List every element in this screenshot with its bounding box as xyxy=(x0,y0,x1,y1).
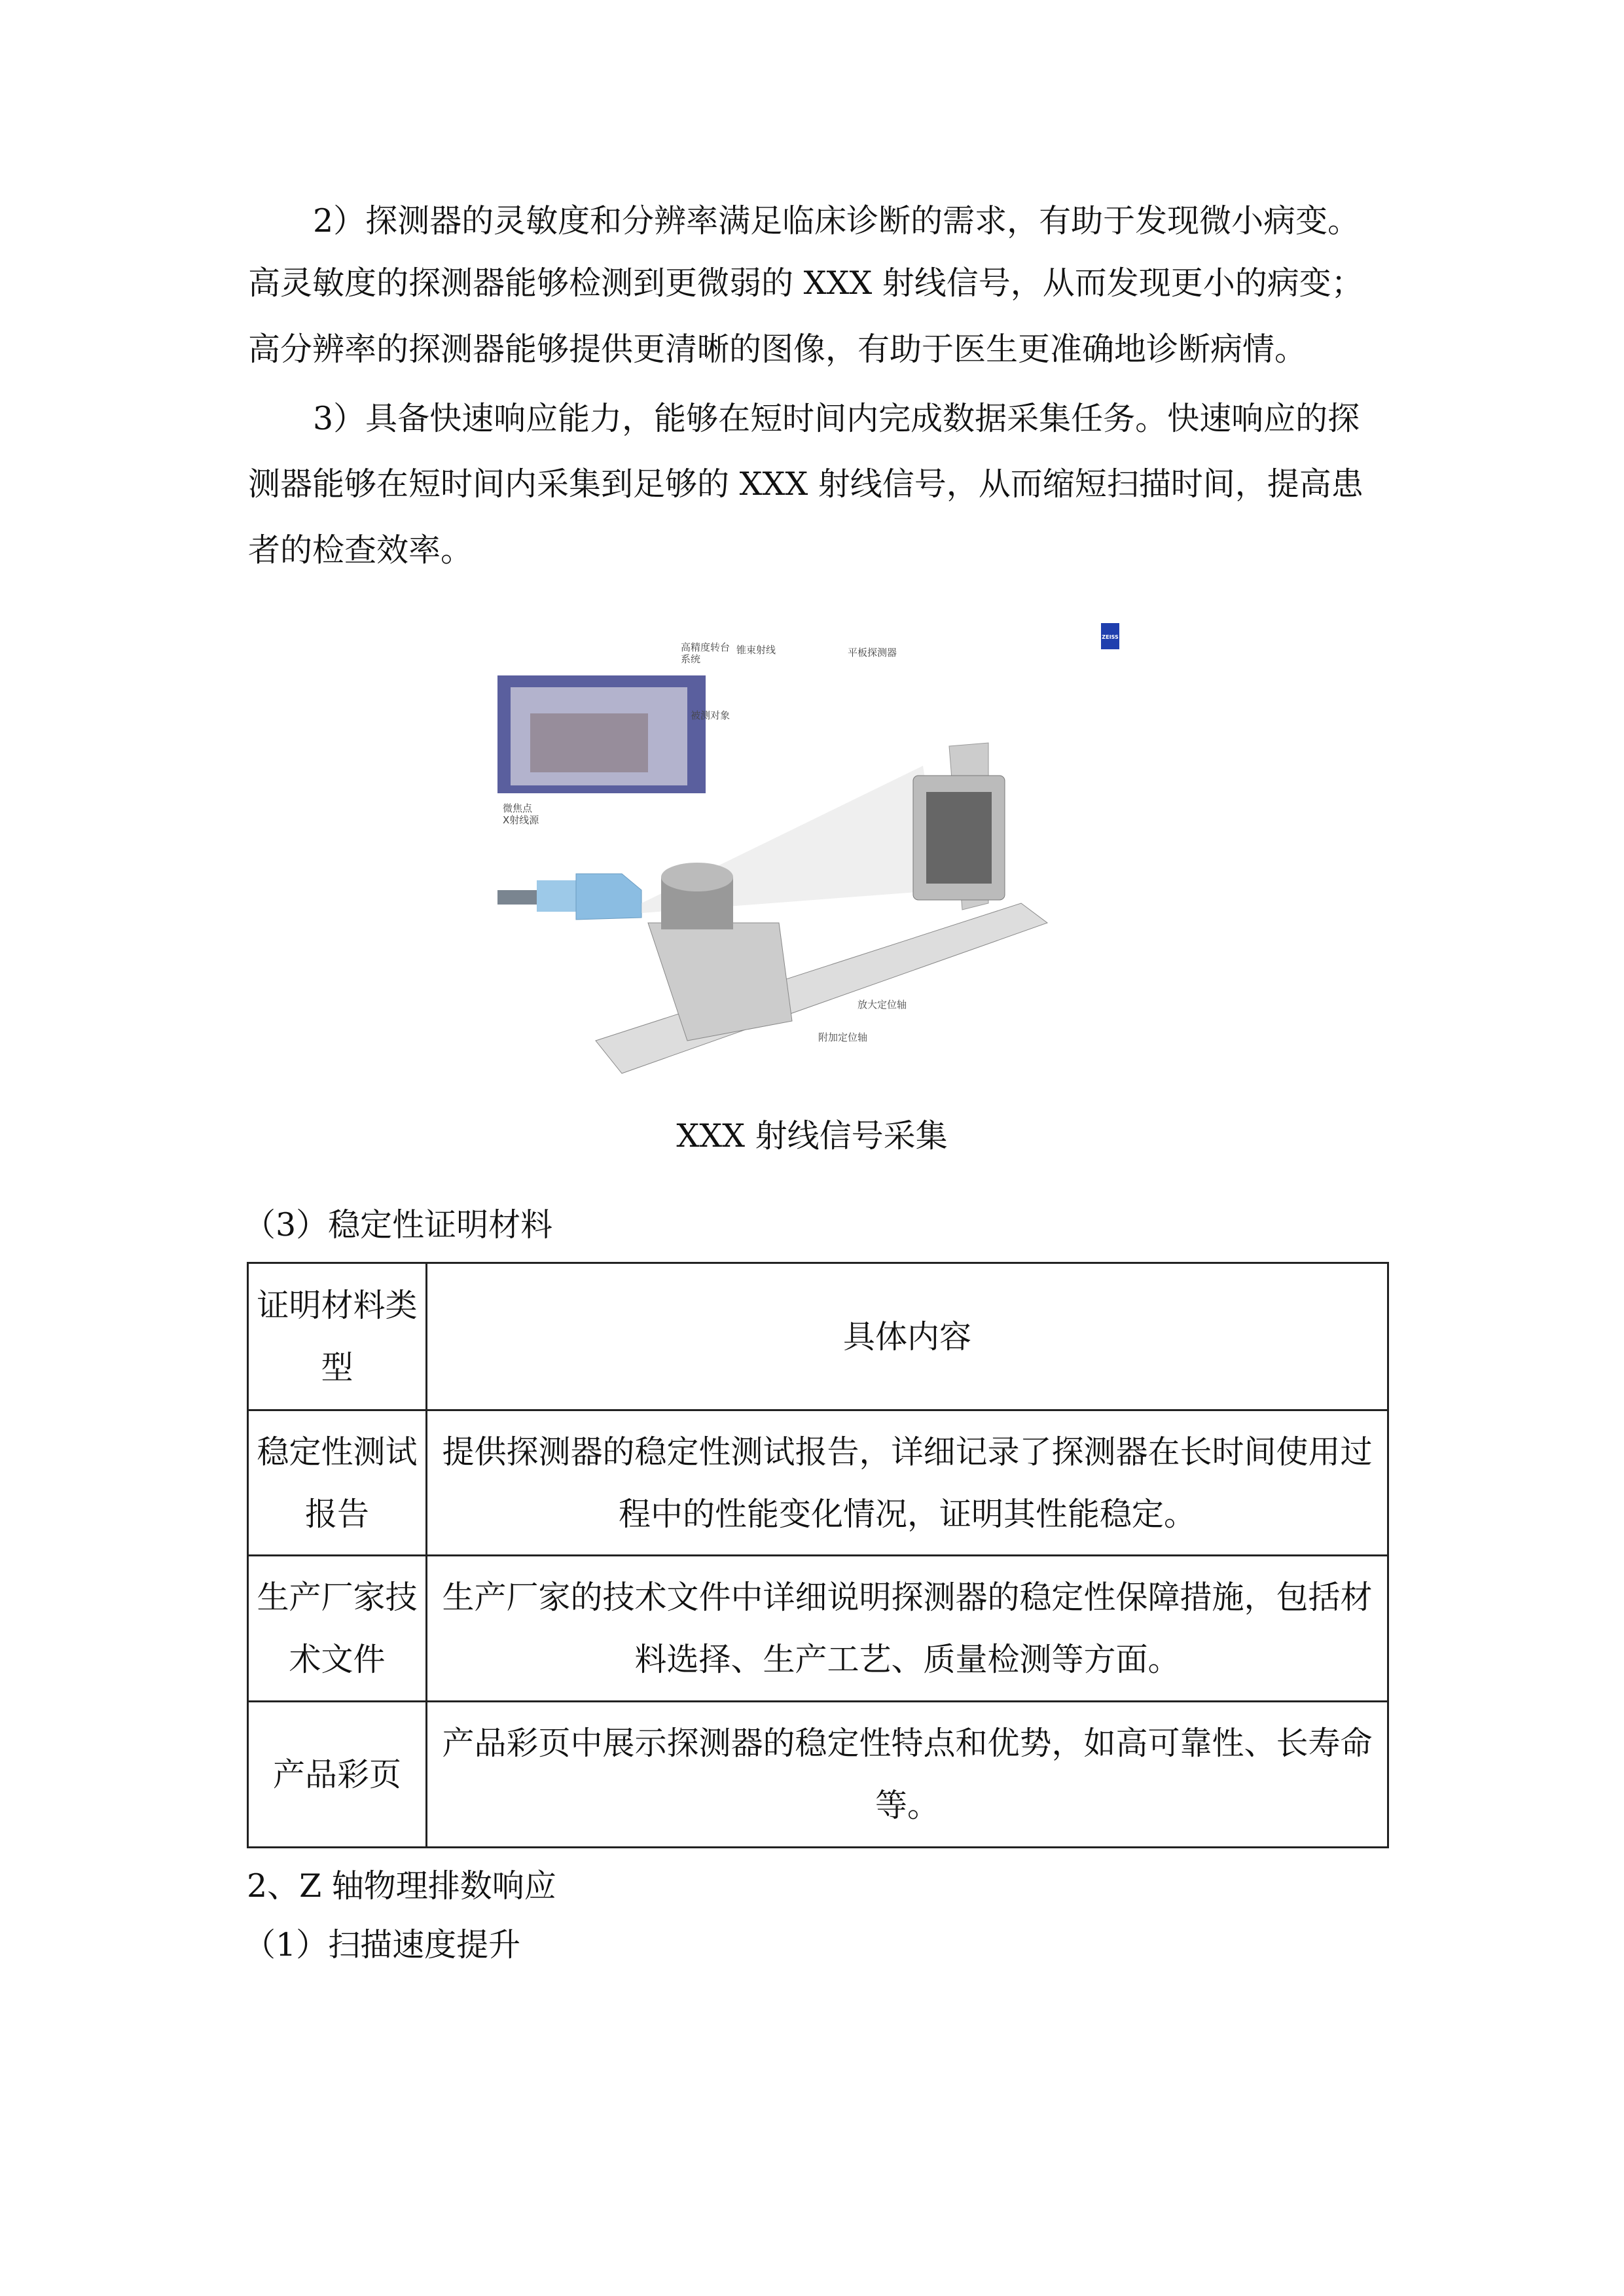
svg-text:高精度转台: 高精度转台 xyxy=(681,641,731,653)
xray-source xyxy=(497,874,641,920)
turntable xyxy=(661,863,733,929)
enclosure-photo xyxy=(497,675,706,793)
header-cell: 证明材料类型 xyxy=(248,1263,427,1410)
svg-text:平板探测器: 平板探测器 xyxy=(848,647,897,658)
text-line: 2）探测器的灵敏度和分辨率满足临床诊断的需求，有助于发现微小病变。 xyxy=(313,202,1360,240)
svg-text:系统: 系统 xyxy=(681,653,701,665)
zeiss-logo xyxy=(1101,623,1119,649)
svg-text:放大定位轴: 放大定位轴 xyxy=(857,999,907,1011)
flat-panel-detector xyxy=(913,743,1005,910)
header-cell: 具体内容 xyxy=(427,1263,1388,1410)
svg-text:被测对象: 被测对象 xyxy=(691,709,731,721)
figure-caption: XXX 射线信号采集 xyxy=(676,1117,948,1155)
ct-system-diagram xyxy=(491,615,1152,1093)
table-cell: 生产厂家技术文件 xyxy=(248,1556,427,1702)
svg-text:微焦点: 微焦点 xyxy=(503,802,533,814)
heading-3: （1）扫描速度提升 xyxy=(244,1926,521,1964)
table-cell: 稳定性测试报告 xyxy=(248,1410,427,1556)
table-header-row xyxy=(248,1263,1388,1410)
text-line: 高灵敏度的探测器能够检测到更微弱的 XXX 射线信号，从而发现更小的病变； xyxy=(248,264,1363,302)
svg-text:锥束射线: 锥束射线 xyxy=(736,644,776,656)
svg-text:X射线源: X射线源 xyxy=(503,814,539,826)
table-cell: 产品彩页 xyxy=(248,1702,427,1848)
text-line: 者的检查效率。 xyxy=(248,531,473,569)
table-row xyxy=(248,1556,1388,1702)
heading-2: 2、Z 轴物理排数响应 xyxy=(247,1867,556,1905)
stability-evidence-table xyxy=(247,1262,1389,1848)
text-line: 高分辨率的探测器能够提供更清晰的图像，有助于医生更准确地诊断病情。 xyxy=(248,331,1307,368)
svg-text:ZEISS: ZEISS xyxy=(1102,634,1119,640)
text-line: 测器能够在短时间内采集到足够的 XXX 射线信号，从而缩短扫描时间，提高患 xyxy=(248,465,1363,503)
table-row xyxy=(248,1702,1388,1848)
table-cell: 提供探测器的稳定性测试报告，详细记录了探测器在长时间使用过程中的性能变化情况，证明其性能稳定。 xyxy=(427,1410,1388,1556)
svg-text:附加定位轴: 附加定位轴 xyxy=(818,1031,868,1043)
table-cell: 生产厂家的技术文件中详细说明探测器的稳定性保障措施，包括材料选择、生产工艺、质量检测等方面。 xyxy=(427,1556,1388,1702)
table-cell: 产品彩页中展示探测器的稳定性特点和优势，如高可靠性、长寿命等。 xyxy=(427,1702,1388,1848)
table-row xyxy=(248,1410,1388,1556)
text-line: 3）具备快速响应能力，能够在短时间内完成数据采集任务。快速响应的探 xyxy=(313,400,1360,437)
section-heading: （3）稳定性证明材料 xyxy=(244,1206,553,1244)
